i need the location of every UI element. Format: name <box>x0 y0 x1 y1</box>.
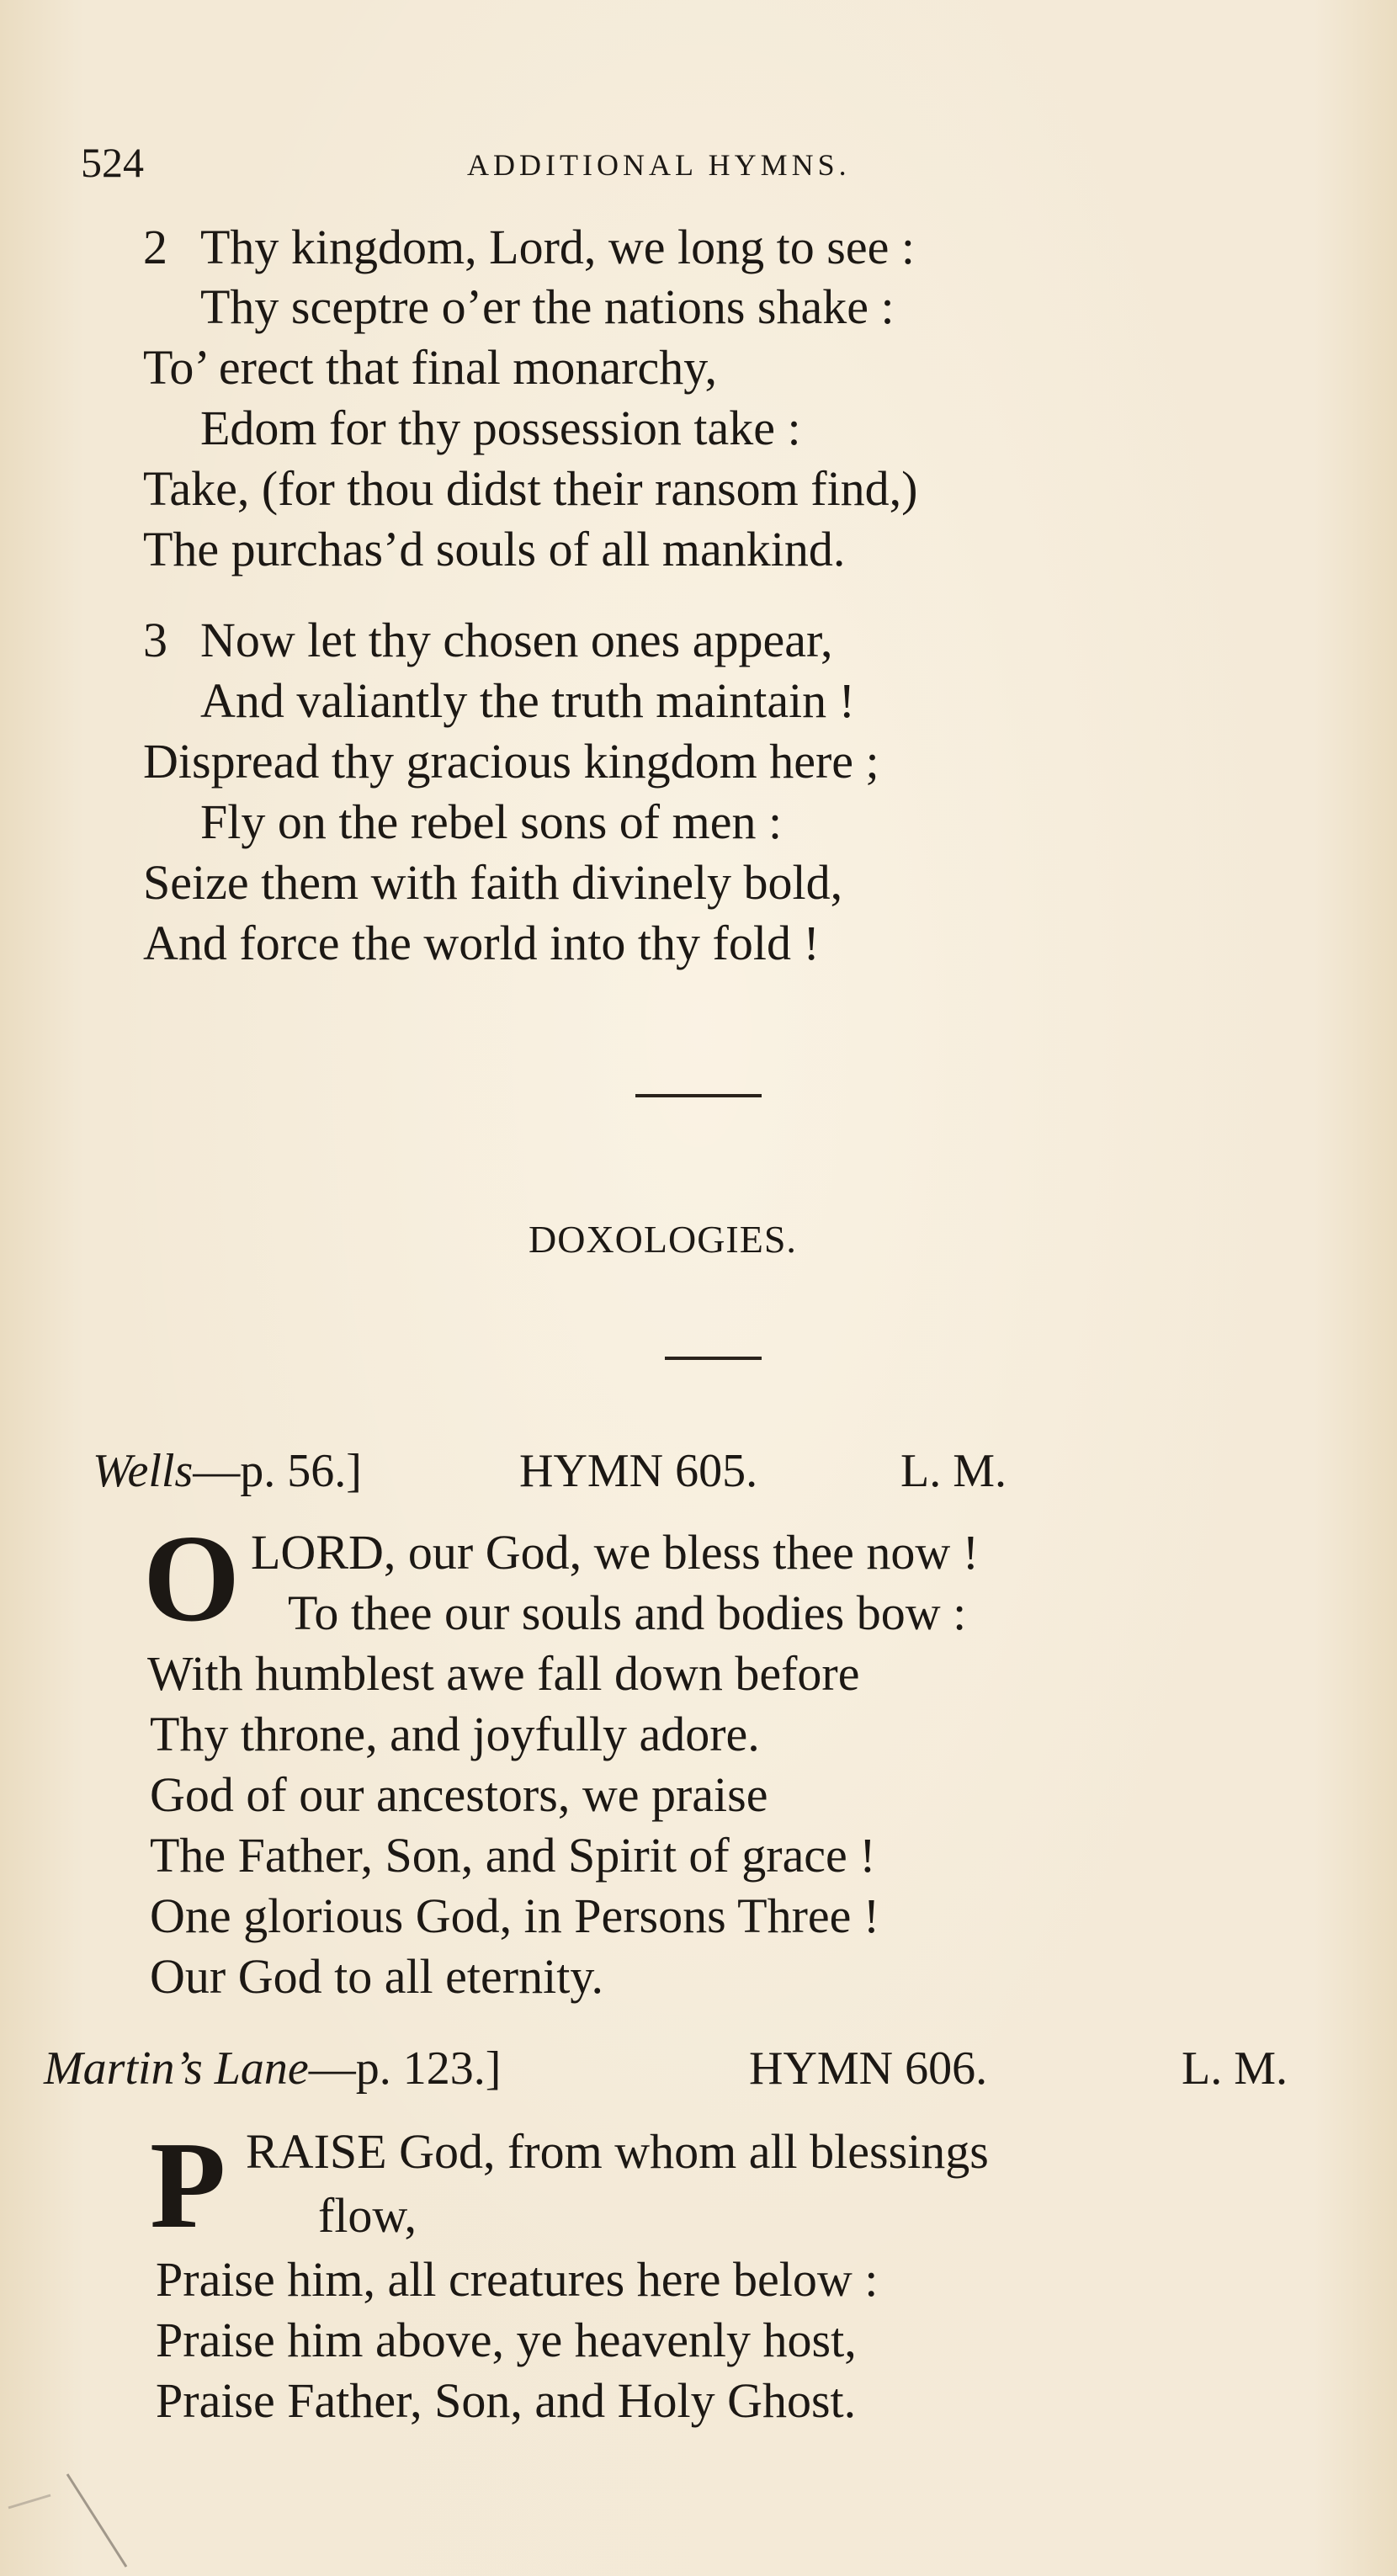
tune-name: Martin’s Lane <box>44 2042 309 2095</box>
hymn-number: HYMN 605. <box>519 1445 758 1497</box>
divider-rule <box>665 1357 762 1360</box>
hymn-meter: L. M. <box>1182 2042 1288 2095</box>
verse-line: The purchas’d souls of all mankind. <box>143 522 846 576</box>
section-title: DOXOLOGIES. <box>529 1218 797 1261</box>
hymn-number: HYMN 606. <box>749 2042 988 2095</box>
verse-line: With humblest awe fall down before <box>147 1646 860 1701</box>
verse-line: Praise Father, Son, and Holy Ghost. <box>156 2373 857 2428</box>
divider-rule <box>635 1094 762 1097</box>
tune-reference: —p. 56.] <box>193 1445 362 1497</box>
verse-line: LORD, our God, we bless thee now ! <box>251 1525 980 1580</box>
verse-line: To’ erect that final monarchy, <box>143 340 717 395</box>
verse-line: Edom for thy possession take : <box>200 401 801 455</box>
verse-line: Seize them with faith divinely bold, <box>143 855 843 910</box>
verse-line: Praise him, all creatures here below : <box>156 2252 879 2307</box>
verse-line: And force the world into thy fold ! <box>143 916 820 970</box>
verse-line: Praise him above, ye heavenly host, <box>156 2313 857 2367</box>
verse-line: flow, <box>318 2188 417 2243</box>
verse-line: Now let thy chosen ones appear, <box>200 613 833 667</box>
verse-line: God of our ancestors, we praise <box>150 1767 768 1822</box>
running-title: ADDITIONAL HYMNS. <box>467 148 851 182</box>
stanza-number: 2 <box>143 220 167 274</box>
drop-cap: P <box>150 2117 226 2255</box>
verse-line: The Father, Son, and Spirit of grace ! <box>150 1828 876 1883</box>
verse-line: RAISE God, from whom all blessings <box>246 2124 989 2179</box>
page-number: 524 <box>81 139 144 186</box>
verse-line: And valiantly the truth maintain ! <box>200 673 855 728</box>
verse-line: One glorious God, in Persons Three ! <box>150 1888 880 1943</box>
stanza-number: 3 <box>143 613 167 667</box>
pencil-mark <box>0 2457 168 2576</box>
verse-line: Fly on the rebel sons of men : <box>200 794 783 849</box>
verse-line: Dispread thy gracious kingdom here ; <box>143 734 879 789</box>
tune-name: Wells <box>93 1445 194 1497</box>
verse-line: Thy kingdom, Lord, we long to see : <box>200 220 915 274</box>
tune-reference: —p. 123.] <box>308 2042 502 2095</box>
verse-line: To thee our souls and bodies bow : <box>288 1585 967 1640</box>
verse-line: Take, (for thou didst their ransom find,) <box>143 461 918 516</box>
hymn-heading <box>44 2042 502 2095</box>
verse-line: Thy sceptre o’er the nations shake : <box>200 279 895 334</box>
verse-line: Thy throne, and joyfully adore. <box>150 1707 760 1761</box>
verse-line: Our God to all eternity. <box>150 1949 604 2004</box>
drop-cap: O <box>143 1510 241 1648</box>
hymn-meter: L. M. <box>900 1445 1007 1497</box>
hymn-heading <box>93 1447 362 1495</box>
